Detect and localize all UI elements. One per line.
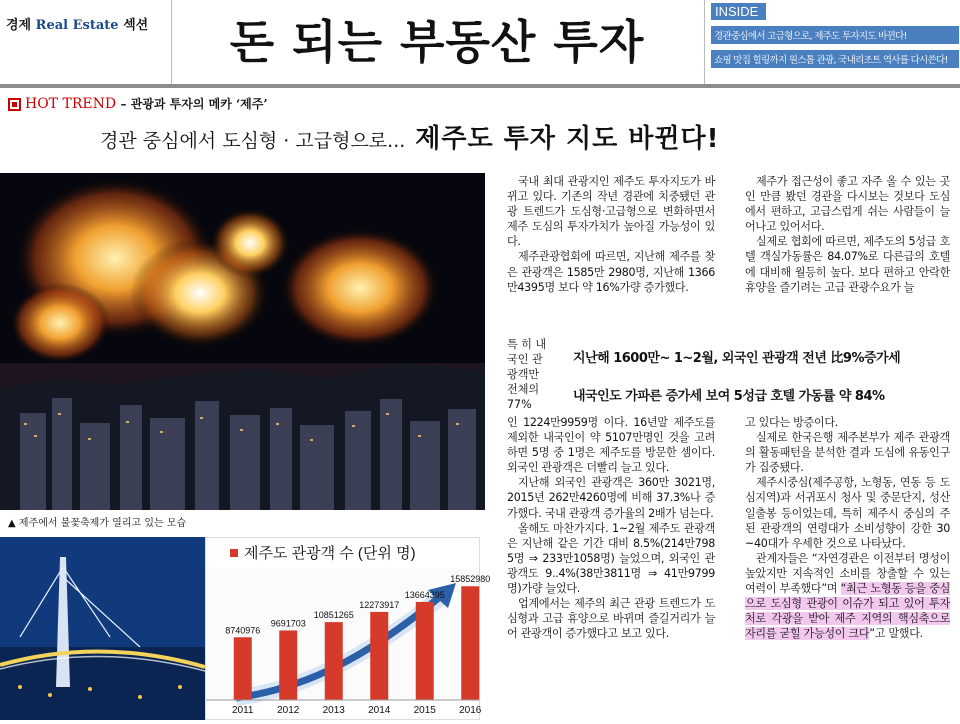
paragraph: 업계에서는 제주의 최근 관광 트렌드가 도심형과 고급 휴양으로 바뀌며 즐길거리가 늘어 관광객이 증가했다고 보고 있다. <box>507 597 715 641</box>
column-wrap-text: 특 히 내국인 관광객만 전체의 77% <box>507 338 547 412</box>
section-label <box>0 0 172 84</box>
headline <box>100 118 960 155</box>
article-column-2-bottom <box>745 415 950 720</box>
hot-trend-label: HOT TREND <box>25 96 117 112</box>
pull-quote-1: 지난해 1600만~ 1~2월, 외국인 관광객 전년 比9%증가세 <box>573 351 901 366</box>
chart-tick-label: 2013 <box>322 705 345 716</box>
paragraph: 고 있다는 방증이다. <box>745 416 839 429</box>
inside-box <box>704 0 960 84</box>
paragraph: 인 1224만9959명 이다. 16년말 제주도를 제외한 내국인이 약 5107만명인 것을 고려하면 5명 중 1명은 제주도를 방문한 셈이다. 외국인 관광객은 더빨리 늘고 있다. <box>507 416 715 475</box>
chart-data-label: 10851265 <box>313 610 354 621</box>
quote-paragraph <box>745 551 950 642</box>
headline-deck: 경관 중심에서 도심형 · 고급형으로... <box>100 130 406 152</box>
chart-bar <box>370 612 388 700</box>
chart-tick-label: 2015 <box>413 705 436 716</box>
chart-bar <box>416 602 434 700</box>
fireworks-photo <box>0 173 485 510</box>
bridge-illustration <box>0 537 205 720</box>
chart-bar <box>279 630 297 700</box>
chart-data-label: 15852980 <box>450 574 491 585</box>
hot-trend-subtitle: – 관광과 투자의 메카 ‘제주’ <box>120 97 268 111</box>
section-name: Real Estate <box>35 18 119 33</box>
chart-data-label: 9691703 <box>270 618 306 629</box>
section-prefix: 경제 <box>6 18 32 33</box>
quote-close: ”고 말했다. <box>869 627 923 641</box>
header-divider <box>0 84 960 88</box>
chart-bar <box>325 622 343 700</box>
pull-quote-2: 내국인도 가파른 증가세 보여 5성급 호텔 가동률 약 84% <box>573 389 885 404</box>
chart-tick-label: 2011 <box>231 705 254 716</box>
chart-data-label: 13664395 <box>404 589 445 600</box>
pull-quotes <box>573 347 953 423</box>
chart-bar <box>234 637 252 700</box>
page-title: 돈 되는 부동산 투자 <box>229 15 645 69</box>
hot-trend-banner <box>8 95 268 112</box>
visitors-chart <box>205 537 491 720</box>
paragraph: 지난해 외국인 관광객은 360만 3021명, 2015년 262만4260명에 비해 37.3%나 증가했다. 국내 관광객 증가율의 2배가 넘는다. <box>507 476 715 520</box>
paragraph: 제주시중심(제주공항, 노형동, 연동 등 도심지역)과 서귀포시 청사 및 중문단지, 성산 일출봉 등이었는데, 특히 제주시 중심의 주된 관광객의 연령대가 소비성향이 강한 30~40대가 우세한 것으로 나타났다. <box>745 476 950 550</box>
quote-intro: 관계자들은 “자연경관은 이전부터 명성이 높았지만 지속적인 소비를 창출할 수 있는 여력이 부족했다”며 <box>745 551 950 596</box>
paragraph: 실제로 한국은행 제주본부가 제주 관광객의 활동패턴을 분석한 결과 도심에 유동인구가 집중됐다. <box>745 431 950 475</box>
chart-tick-label: 2012 <box>277 705 300 716</box>
square-bullet-icon <box>8 98 21 111</box>
chart-data-label: 8740976 <box>225 625 261 636</box>
paragraph: 제주관광협회에 따르면, 지난해 제주를 찾은 관광객은 1585만 2980명, 지난해 1366만4395명 보다 약 16%가량 증가했다. <box>507 250 715 294</box>
paragraph: 국내 최대 관광지인 제주도 투자지도가 바뀌고 있다. 기존의 작년 경관에 치중됐던 관광 트렌드가 도심형·고급형으로 변화하면서 제주 도심의 투자가치가 높아질 가능성이 있다. <box>507 175 715 249</box>
paragraph: 올해도 마찬가지다. 1~2월 제주도 관광객은 지난해 같은 기간 대비 8.5%(214만7985명 ⇒ 233만1058명) 늘었으며, 외국인 관광객도 9..4%(38만3811명 ⇒ 41만9799명)가량 늘었다. <box>507 521 715 596</box>
bridge-photo <box>0 537 205 720</box>
chart-tick-label: 2016 <box>459 705 482 716</box>
article-column-1-top <box>507 174 715 334</box>
chart-tick-label: 2014 <box>368 705 391 716</box>
article-column-1-bottom <box>507 415 715 720</box>
chart-legend-swatch <box>230 549 238 557</box>
chart-canvas <box>206 538 491 719</box>
highlighted-quote: “최근 노형동 등을 중심으로 도심형 관광이 이슈가 되고 있어 투자처로 각광을 받아 제주 지역의 핵심축으로 자리를 굳힐 가능성이 크다 <box>745 582 950 641</box>
paragraph: 제주가 접근성이 좋고 자주 올 수 있는 곳인 만큼 봤던 경관을 다시보는 것보다 도심에서 편하고, 고급스럽게 쉬는 사람들이 늘어나고 있어서다. <box>745 175 950 234</box>
chart-title: 제주도 관광객 수 (단위 명) <box>244 545 416 562</box>
photo-caption: ▲ 제주에서 불꽃축제가 열리고 있는 모습 <box>8 518 187 529</box>
inside-item-1[interactable]: 경관중심에서 고급형으로, 제주도 투자지도 바뀐다! <box>711 26 959 44</box>
fireworks-illustration <box>0 173 485 510</box>
paragraph: 실제로 협회에 따르면, 제주도의 5성급 호텔 객실가동률은 84.07%로 다른급의 호텔에 대비해 월등히 높다. 보다 편하고 안락한 휴양을 즐기려는 고급 관광수요가 늘 <box>745 235 950 294</box>
article-column-2-top <box>745 174 950 334</box>
section-suffix: 섹션 <box>123 18 149 33</box>
inside-label: INSIDE <box>711 3 766 20</box>
inside-item-2[interactable]: 쇼핑 맛집 힐링까지 원스톱 관광, 국내리조트 역사를 다시쓴다! <box>711 50 959 68</box>
chart-data-label: 12273917 <box>359 599 400 610</box>
headline-main: 제주도 투자 지도 바뀐다! <box>415 124 720 154</box>
chart-bar <box>461 586 479 700</box>
